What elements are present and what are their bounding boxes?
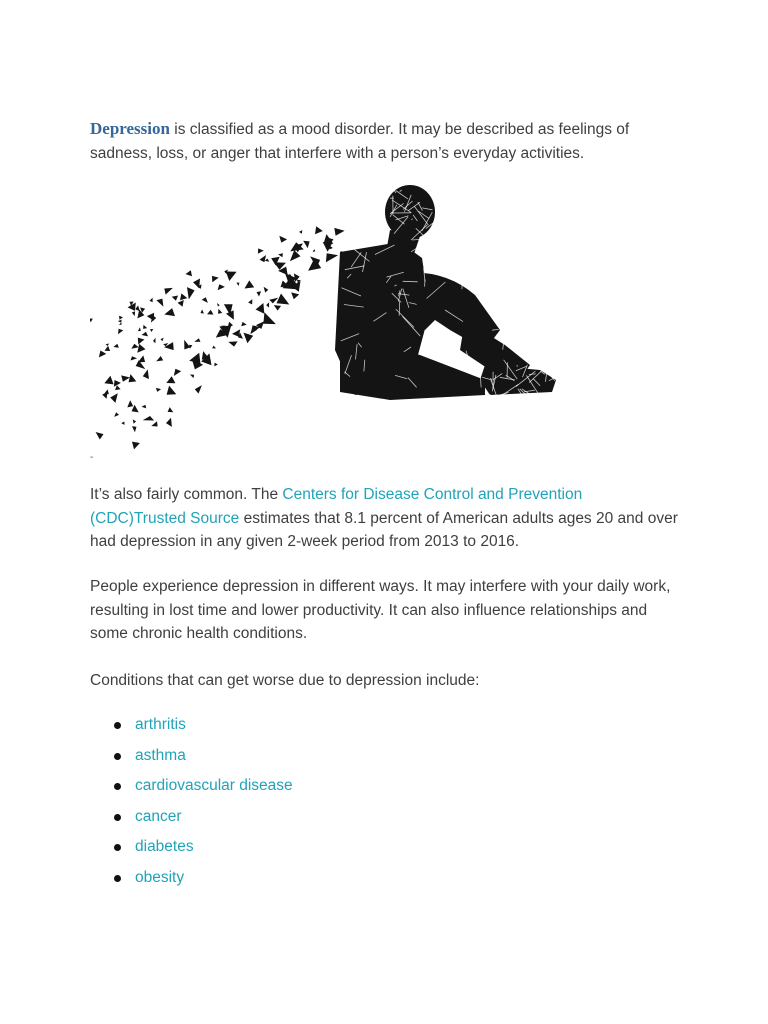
condition-link[interactable]: asthma bbox=[135, 746, 186, 764]
bullet-icon bbox=[114, 875, 121, 882]
figure-caption-mark: - bbox=[90, 452, 94, 463]
cdc-trusted-source-link[interactable]: Centers for Disease Control and Prevention (CDC)Trusted Source bbox=[90, 486, 583, 527]
list-item bbox=[90, 806, 293, 837]
condition-link[interactable]: cardiovascular disease bbox=[135, 777, 293, 794]
condition-link[interactable]: obesity bbox=[135, 868, 185, 886]
shattering-figure-illustration bbox=[90, 180, 570, 460]
list-item bbox=[90, 775, 293, 806]
prevalence-text-before: It’s also fairly common. The bbox=[90, 486, 283, 503]
list-item bbox=[90, 745, 293, 776]
bullet-icon bbox=[114, 783, 121, 790]
prevalence-paragraph bbox=[90, 483, 680, 554]
conditions-intro: Conditions that can get worse due to depression include: bbox=[90, 672, 480, 689]
list-item bbox=[90, 867, 293, 898]
prevalence-text-after: estimates that 8.1 percent of American adults ages 20 and over had depression in any given 2-week period from 2013 to 2016. bbox=[90, 509, 678, 550]
bullet-icon bbox=[114, 753, 121, 760]
impact-paragraph: People experience depression in different ways. It may interfere with your daily work, resulting in lost time and lower productivity. It can also influence relationships and some chronic health conditions. bbox=[90, 578, 671, 642]
condition-link[interactable]: cancer bbox=[135, 807, 182, 825]
conditions-list bbox=[90, 714, 293, 897]
term-depression: Depression bbox=[90, 119, 170, 138]
bullet-icon bbox=[114, 844, 121, 851]
list-item bbox=[90, 836, 293, 867]
bullet-icon bbox=[114, 814, 121, 821]
bullet-icon bbox=[114, 722, 121, 729]
condition-link[interactable]: diabetes bbox=[135, 838, 194, 855]
shard-fragments bbox=[90, 226, 345, 449]
intro-text: is classified as a mood disorder. It may be described as feelings of sadness, loss, or anger that interfere with a person’s everyday activities. bbox=[90, 121, 630, 162]
list-item bbox=[90, 714, 293, 745]
condition-link[interactable]: arthritis bbox=[135, 716, 186, 733]
intro-paragraph bbox=[90, 117, 680, 165]
